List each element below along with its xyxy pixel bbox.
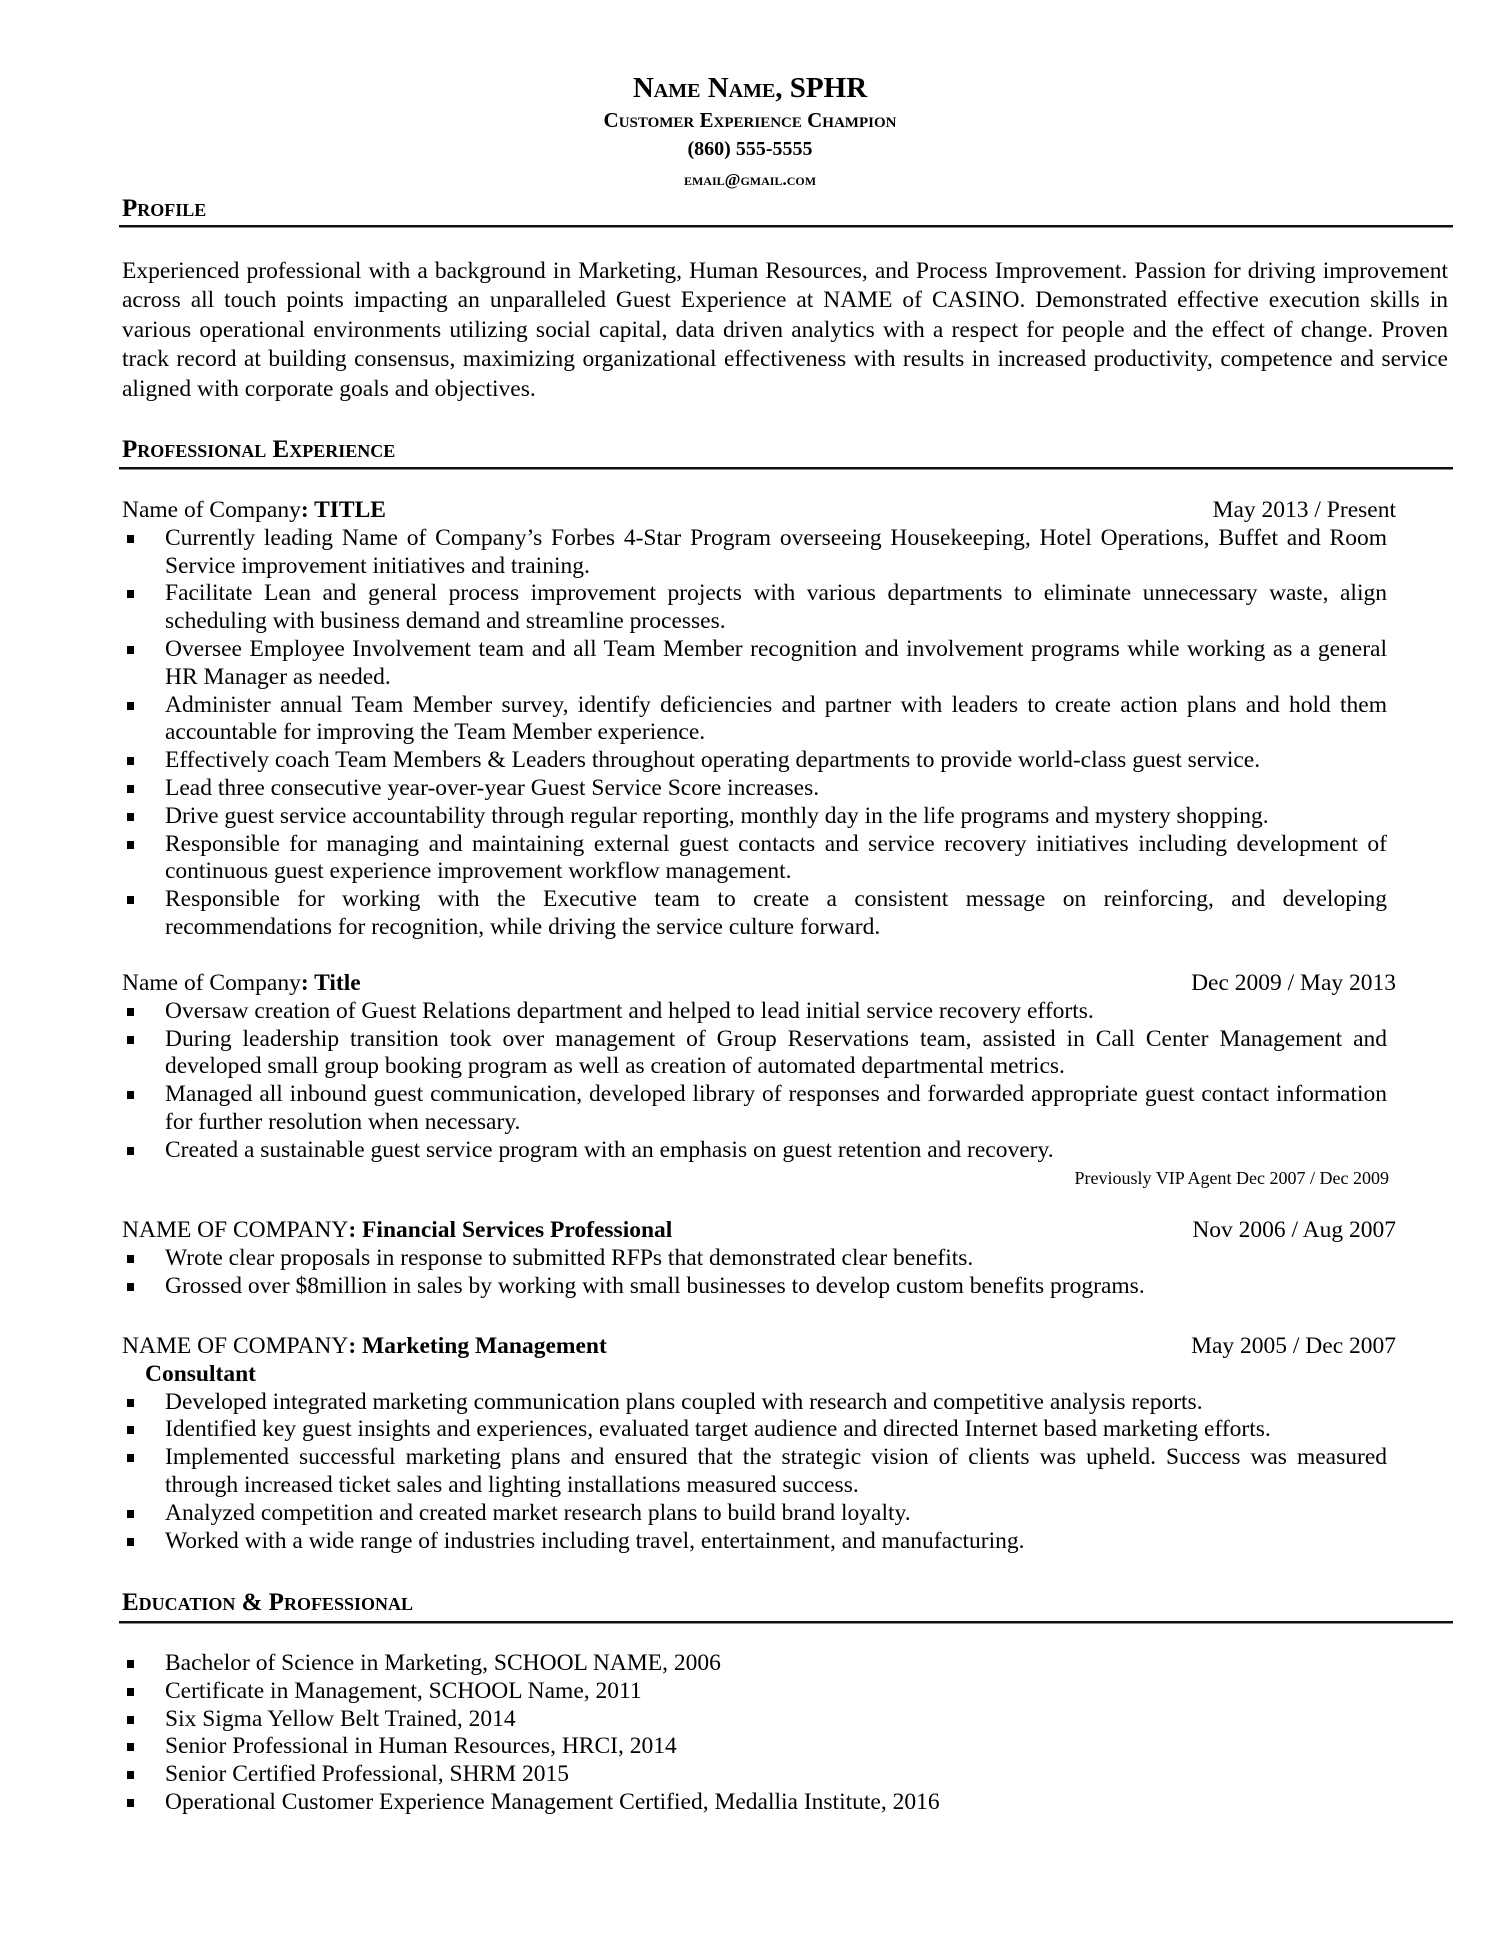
bullet-text: Implemented successful marketing plans and ensured that the strategic vision of clients was upheld. Success was measured through increased ticket sales and lighting installations measured success.: [165, 1444, 1387, 1498]
education-list-wrapper: [122, 1650, 1396, 1817]
education-list: [122, 1650, 1396, 1817]
bullet-text: Effectively coach Team Members & Leaders throughout operating departments to provide world-class guest service.: [165, 747, 1261, 774]
square-bullet-icon: [127, 1510, 134, 1518]
job-role: : TITLE: [300, 497, 386, 523]
candidate-name: Name Name, SPHR: [632, 72, 868, 104]
square-bullet-icon: [127, 1255, 134, 1263]
education-heading: Education & Professional: [122, 1589, 413, 1616]
bullet-text: Bachelor of Science in Marketing, SCHOOL NAME, 2006: [165, 1650, 721, 1676]
square-bullet-icon: [127, 1538, 134, 1546]
square-bullet-icon: [127, 1743, 134, 1751]
company-name: NAME OF COMPANY: [122, 1217, 349, 1243]
bullet-item: [122, 1650, 1387, 1678]
job-role: : Financial Services Professional: [348, 1217, 673, 1243]
job-role: : Marketing Management: [348, 1333, 607, 1359]
bullet-item: [122, 1678, 1387, 1706]
bullet-text: Oversee Employee Involvement team and all Team Member recognition and involvement programs while working as a general HR Manager as needed.: [165, 635, 1387, 690]
bullet-item: [122, 525, 1387, 581]
square-bullet-icon: [127, 841, 134, 849]
job-entry: [122, 1217, 1396, 1300]
job-title-line: [122, 1333, 607, 1361]
bullet-text: Responsible for working with the Executive team to create a consistent message on reinforcing, and developing recommendations for recognition, while driving the service culture forward.: [165, 886, 1387, 940]
square-bullet-icon: [127, 1660, 134, 1668]
job-subrole: Consultant: [145, 1360, 257, 1387]
phone-number: (860) 555-5555: [687, 138, 813, 160]
bullet-text: Currently leading Name of Company’s Forbes 4-Star Program overseeing Housekeeping, Hotel Operations, Buffet and Room Service improvement initiatives and training.: [165, 524, 1387, 579]
bullet-item: [122, 1733, 1387, 1761]
job-bullets: [122, 1245, 1396, 1301]
bullet-text: Facilitate Lean and general process improvement projects with various departments to eliminate unnecessary waste, align scheduling with business demand and streamline processes.: [165, 580, 1387, 635]
section-divider: [119, 467, 1453, 470]
bullet-text: Analyzed competition and created market research plans to build brand loyalty.: [165, 1499, 911, 1526]
bullet-text: Managed all inbound guest communication, developed library of responses and forwarded appropriate guest contact information for further resolution when necessary.: [165, 1081, 1387, 1135]
section-divider: [119, 1621, 1453, 1624]
square-bullet-icon: [127, 1771, 134, 1779]
bullet-item: [122, 1444, 1387, 1500]
bullet-item: [122, 1789, 1387, 1817]
bullet-text: Created a sustainable guest service program with an emphasis on guest retention and recovery.: [165, 1136, 1054, 1163]
company-name: Name of Company: [122, 970, 301, 996]
bullet-item: [122, 1706, 1387, 1734]
bullet-text: Administer annual Team Member survey, identify deficiencies and partner with leaders to create action plans and hold them accountable for improving the Team Member experience.: [165, 691, 1387, 746]
bullet-item: [122, 803, 1387, 831]
previous-role-note: Previously VIP Agent Dec 2007 / Dec 2009: [1074, 1167, 1389, 1188]
job-header: [122, 970, 1396, 998]
bullet-text: Drive guest service accountability through regular reporting, monthly day in the life programs and mystery shopping.: [165, 802, 1269, 829]
bullet-text: Wrote clear proposals in response to submitted RFPs that demonstrated clear benefits.: [165, 1244, 974, 1271]
section-divider: [119, 225, 1453, 228]
bullet-text: Operational Customer Experience Management Certified, Medallia Institute, 2016: [165, 1788, 940, 1815]
bullet-text: Oversaw creation of Guest Relations department and helped to lead initial service recovery efforts.: [165, 997, 1094, 1024]
square-bullet-icon: [127, 646, 134, 654]
bullet-item: [122, 1245, 1387, 1273]
square-bullet-icon: [127, 1399, 134, 1407]
profile-heading: Profile: [122, 195, 207, 222]
square-bullet-icon: [127, 813, 134, 821]
job-entry: [122, 970, 1396, 1191]
bullet-text: During leadership transition took over management of Group Reservations team, assisted in Call Center Management and developed small group booking program as well as creation of automated departmental metrics.: [165, 1025, 1387, 1080]
bullet-text: Grossed over $8million in sales by working with small businesses to develop custom benefits programs.: [165, 1272, 1145, 1299]
square-bullet-icon: [127, 757, 134, 765]
square-bullet-icon: [127, 1091, 134, 1099]
bullet-text: Responsible for managing and maintaining external guest contacts and service recovery initiatives including development of continuous guest experience improvement workflow management.: [165, 830, 1387, 885]
company-name: Name of Company: [122, 497, 301, 523]
square-bullet-icon: [127, 785, 134, 793]
job-dates: May 2005 / Dec 2007: [1191, 1333, 1396, 1359]
bullet-item: [122, 636, 1387, 692]
bullet-text: Lead three consecutive year-over-year Guest Service Score increases.: [165, 774, 820, 801]
square-bullet-icon: [127, 590, 134, 598]
bullet-text: Certificate in Management, SCHOOL Name, 2011: [165, 1677, 642, 1704]
bullet-item: [122, 886, 1387, 942]
job-title-line: [122, 1217, 672, 1245]
bullet-item: [122, 998, 1387, 1026]
job-header: [122, 1333, 1396, 1361]
bullet-item: [122, 831, 1387, 887]
bullet-item: [122, 1137, 1387, 1165]
experience-heading: Professional Experience: [122, 436, 396, 463]
square-bullet-icon: [127, 1799, 134, 1807]
job-entry: [122, 1333, 1396, 1555]
square-bullet-icon: [127, 702, 134, 710]
square-bullet-icon: [127, 1426, 134, 1434]
bullet-item: [122, 1389, 1387, 1417]
job-header: [122, 1217, 1396, 1245]
bullet-text: Identified key guest insights and experiences, evaluated target audience and directed Internet based marketing efforts.: [165, 1416, 1271, 1443]
bullet-item: [122, 1081, 1387, 1137]
square-bullet-icon: [127, 896, 134, 904]
bullet-item: [122, 1026, 1387, 1082]
company-name: NAME OF COMPANY: [122, 1333, 349, 1359]
bullet-text: Six Sigma Yellow Belt Trained, 2014: [165, 1705, 516, 1732]
bullet-item: [122, 775, 1387, 803]
bullet-item: [122, 1416, 1387, 1444]
bullet-text: Senior Certified Professional, SHRM 2015: [165, 1761, 570, 1788]
job-dates: May 2013 / Present: [1212, 497, 1396, 523]
email-address: email@gmail.com: [683, 170, 817, 189]
job-bullets: [122, 525, 1396, 942]
bullet-text: Worked with a wide range of industries including travel, entertainment, and manufacturing.: [165, 1527, 1025, 1554]
bullet-item: [122, 580, 1387, 636]
job-dates: Dec 2009 / May 2013: [1191, 970, 1396, 996]
job-title-line: [122, 497, 386, 525]
square-bullet-icon: [127, 1716, 134, 1724]
bullet-text: Senior Professional in Human Resources, HRCI, 2014: [165, 1733, 677, 1760]
square-bullet-icon: [127, 1283, 134, 1291]
square-bullet-icon: [127, 1454, 134, 1462]
job-entry: [122, 497, 1396, 942]
bullet-text: Developed integrated marketing communication plans coupled with research and competitive analysis reports.: [165, 1388, 1203, 1415]
bullet-item: [122, 1528, 1387, 1556]
job-title-line: [122, 970, 361, 998]
square-bullet-icon: [127, 535, 134, 543]
square-bullet-icon: [127, 1036, 134, 1044]
bullet-item: [122, 1761, 1387, 1789]
square-bullet-icon: [127, 1688, 134, 1696]
square-bullet-icon: [127, 1147, 134, 1155]
job-dates: Nov 2006 / Aug 2007: [1192, 1217, 1396, 1243]
job-bullets: [122, 1389, 1396, 1556]
bullet-item: [122, 1273, 1387, 1301]
square-bullet-icon: [127, 1008, 134, 1016]
candidate-title: Customer Experience Champion: [603, 108, 897, 132]
bullet-item: [122, 747, 1387, 775]
job-role: : Title: [300, 970, 361, 996]
job-header: [122, 497, 1396, 525]
bullet-item: [122, 1500, 1387, 1528]
profile-summary: Experienced professional with a background in Marketing, Human Resources, and Process Improvement. Passion for driving improvement across all touch points impacting an unparalleled Guest Experience at NAME of CASINO. Demonstrated effective execution skills in various operational environments utilizing social capital, data driven analytics with a respect for people and the effect of change. Proven track record at building consensus, maximizing organizational effectiveness with results in increased productivity, competence and service aligned with corporate goals and objectives.: [122, 258, 1448, 402]
bullet-item: [122, 692, 1387, 748]
job-bullets: [122, 998, 1396, 1165]
